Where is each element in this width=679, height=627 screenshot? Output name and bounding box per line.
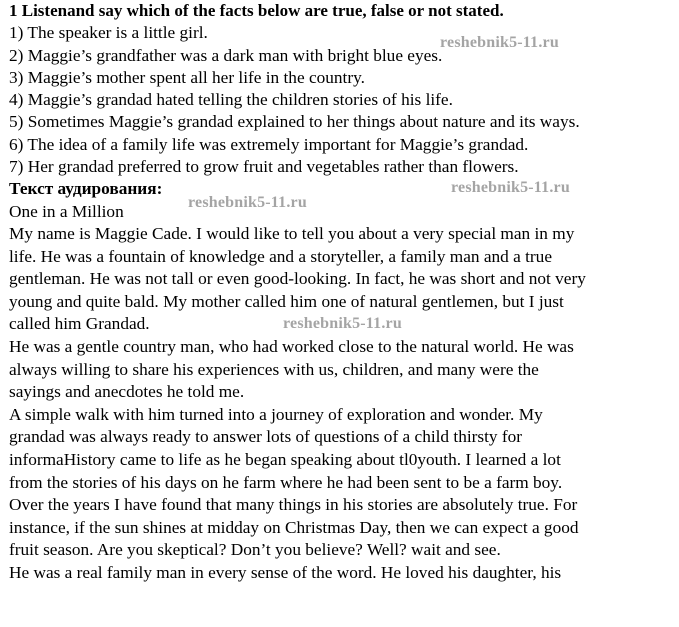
statement-list — [9, 22, 673, 178]
text-line: called him Grandad. — [9, 314, 150, 334]
text-line: fruit season. Are you skeptical? Don’t you believe? Well? wait and see. — [9, 540, 501, 560]
text-line: A simple walk with him turned into a journey of exploration and wonder. My — [9, 404, 543, 424]
statement-item: 6) The idea of a family life was extremely important for Maggie’s grandad. — [9, 134, 529, 154]
watermark: reshebnik5-11.ru — [440, 34, 559, 51]
transcript-label: Текст аудирования: — [9, 179, 163, 199]
text-line: My name is Maggie Cade. I would like to tell you about a very special man in my — [9, 223, 575, 243]
transcript-paragraph — [9, 562, 673, 585]
text-line: young and quite bald. My mother called him one of natural gentlemen, but I just — [9, 291, 564, 311]
text-line: Over the years I have found that many things in his stories are absolutely true. For — [9, 495, 578, 515]
text-line: life. He was a fountain of knowledge and a storyteller, a family man and a true — [9, 246, 552, 266]
statement-item: 1) The speaker is a little girl. — [9, 23, 208, 43]
statement-item: 4) Maggie’s grandad hated telling the children stories of his life. — [9, 90, 453, 110]
story-title: One in a Million — [9, 201, 124, 221]
watermark: reshebnik5-11.ru — [188, 194, 307, 211]
watermark: reshebnik5-11.ru — [451, 179, 570, 196]
statement-item: 7) Her grandad preferred to grow fruit and vegetables rather than flowers. — [9, 157, 519, 177]
text-line: sayings and anecdotes he told me. — [9, 382, 245, 402]
transcript-paragraph — [9, 336, 673, 404]
statement-item: 3) Maggie’s mother spent all her life in the country. — [9, 67, 365, 87]
text-line: instance, if the sun shines at midday on Christmas Day, then we can expect a good — [9, 517, 579, 537]
statement-item: 2) Maggie’s grandfather was a dark man with bright blue eyes. — [9, 45, 443, 65]
exercise-heading: 1 Listenand say which of the facts below are true, false or not stated. — [9, 1, 504, 20]
text-line: grandad was always ready to answer lots of questions of a child thirsty for — [9, 427, 523, 447]
watermark: reshebnik5-11.ru — [283, 315, 402, 332]
text-line: from the stories of his days on he farm where he had been sent to be a farm boy. — [9, 472, 563, 492]
text-line: informaHistory came to life as he began speaking about tl0youth. I learned a lot — [9, 449, 561, 469]
statement-item: 5) Sometimes Maggie’s grandad explained to her things about nature and its ways. — [9, 112, 580, 132]
text-line: gentleman. He was not tall or even good-looking. In fact, he was short and not very — [9, 269, 586, 289]
transcript-paragraph — [9, 404, 673, 562]
transcript-body — [9, 223, 673, 585]
text-line: He was a real family man in every sense of the word. He loved his daughter, his — [9, 562, 562, 582]
document-page — [9, 0, 673, 584]
text-line: He was a gentle country man, who had worked close to the natural world. He was — [9, 336, 574, 356]
text-line: always willing to share his experiences with us, children, and many were the — [9, 359, 539, 379]
